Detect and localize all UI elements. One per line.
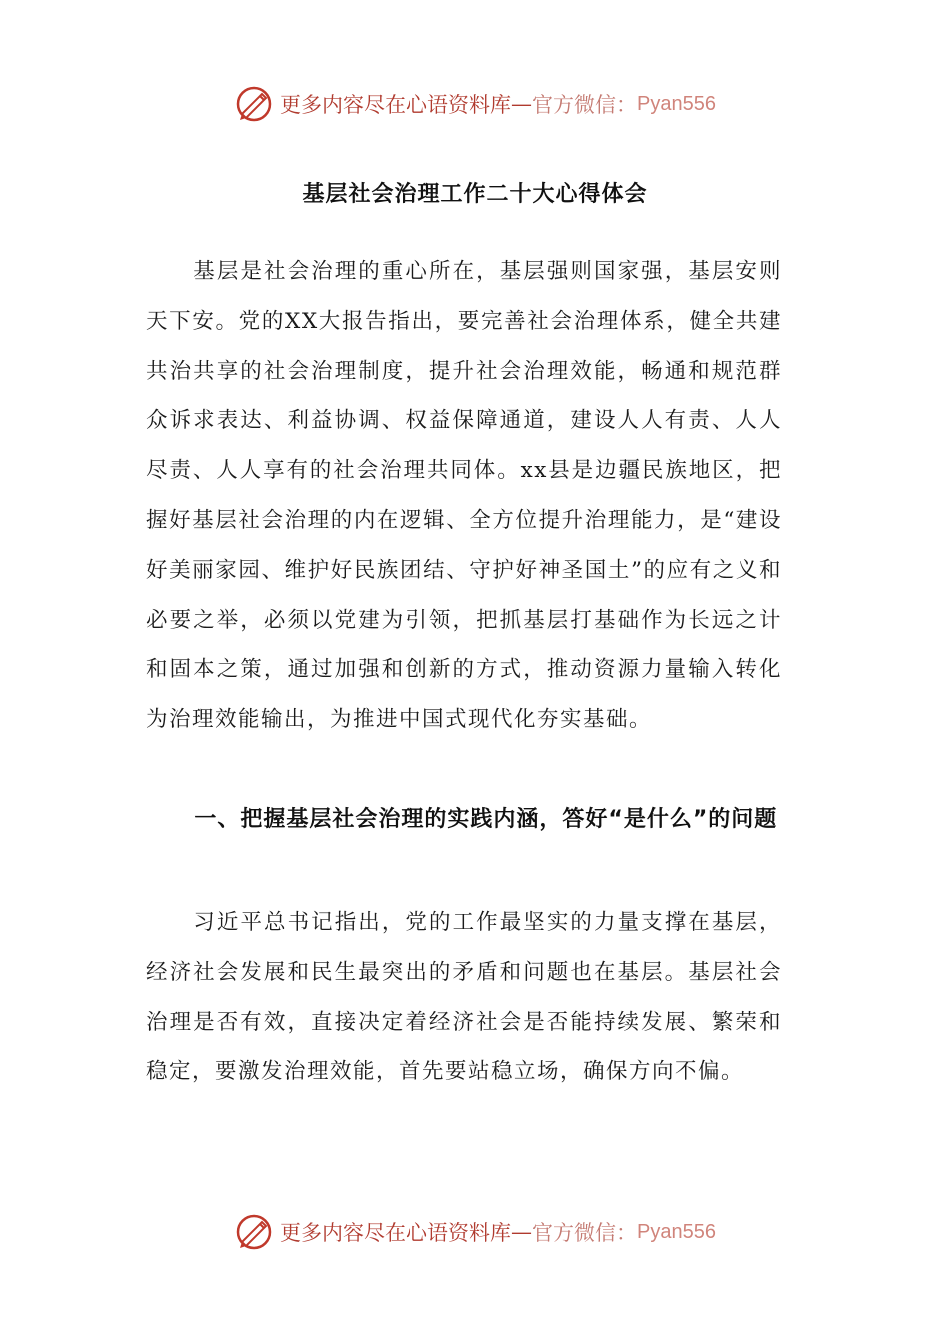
banner-brand-text: 更多内容尽在心语资料库 <box>280 93 512 117</box>
section-heading-1: 一、把握基层社会治理的实践内涵，答好“是什么”的问题 <box>194 807 778 832</box>
banner-contact-label: 官方微信： <box>532 1221 638 1245</box>
banner-separator: — <box>511 1220 533 1244</box>
banner-wechat-id: Pyan556 <box>637 1220 716 1243</box>
banner-separator: — <box>511 92 533 116</box>
document-title: 基层社会治理工作二十大心得体会 <box>302 182 648 207</box>
pen-logo-icon <box>234 1212 274 1252</box>
banner-brand-text: 更多内容尽在心语资料库 <box>280 1221 512 1245</box>
footer-watermark-banner <box>0 1210 950 1254</box>
pen-logo-icon <box>234 84 274 124</box>
header-watermark-banner <box>0 82 950 126</box>
body-paragraph-2: 习近平总书记指出，党的工作最坚实的力量支撑在基层，经济社会发展和民生最突出的矛盾和问题也在基层。基层社会治理是否有效，直接决定着经济社会是否能持续发展、繁荣和稳定，要激发治理效能，首先要站稳立场，确保方向不偏。 <box>146 910 782 1085</box>
body-paragraph-1: 基层是社会治理的重心所在，基层强则国家强，基层安则天下安。党的XX大报告指出，要完善社会治理体系，健全共建共治共享的社会治理制度，提升社会治理效能，畅通和规范群众诉求表达、利益协调、权益保障通道，建设人人有责、人人尽责、人人享有的社会治理共同体。xx县是边疆民族地区，把握好基层社会治理的内在逻辑、全方位提升治理能力，是“建设好美丽家园、维护好民族团结、守护好神圣国土”的应有之义和必要之举，必须以党建为引领，把抓基层打基础作为长远之计和固本之策，通过加强和创新的方式，推动资源力量输入转化为治理效能输出，为推进中国式现代化夯实基础。 <box>146 259 782 733</box>
banner-contact-label: 官方微信： <box>532 93 638 117</box>
banner-wechat-id: Pyan556 <box>637 92 716 115</box>
